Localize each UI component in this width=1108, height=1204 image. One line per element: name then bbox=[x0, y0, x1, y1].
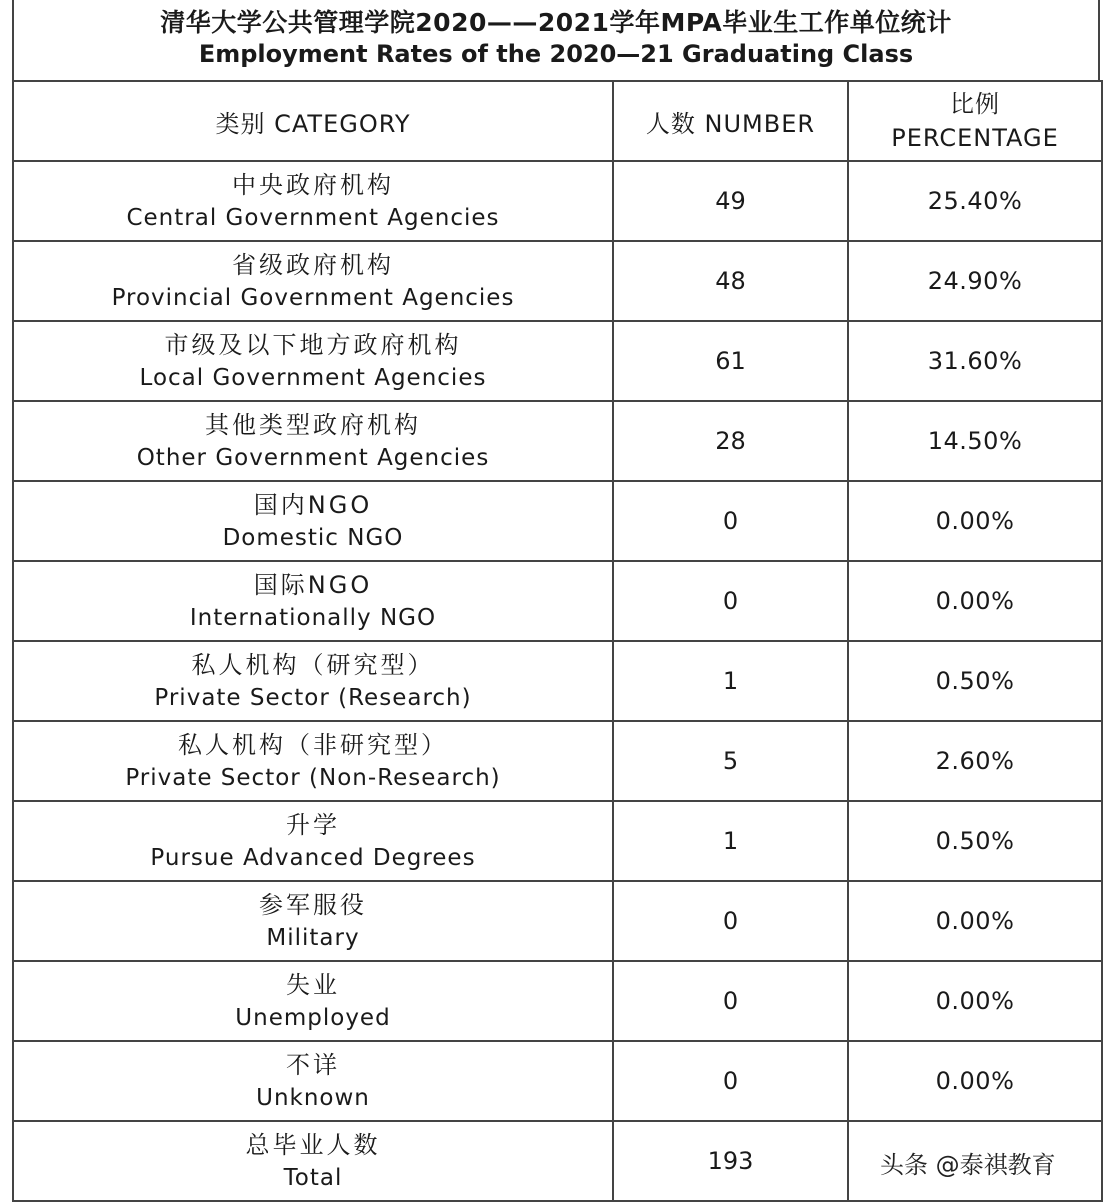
employment-table bbox=[12, 80, 1103, 1202]
number-value: 49 bbox=[715, 187, 746, 215]
percentage-cell bbox=[848, 481, 1102, 561]
table-header-block bbox=[12, 0, 1100, 80]
category-cn: 总毕业人数 bbox=[245, 1131, 381, 1159]
header-percentage-en: PERCENTAGE bbox=[891, 124, 1059, 152]
percentage-value: 0.00% bbox=[935, 587, 1015, 615]
category-cell bbox=[13, 1041, 613, 1121]
number-value: 48 bbox=[715, 267, 746, 295]
category-en: Military bbox=[266, 925, 360, 951]
category-cn: 国内NGO bbox=[253, 491, 373, 519]
watermark: 头条 @泰祺教育 bbox=[880, 1151, 1056, 1179]
percentage-cell bbox=[848, 321, 1102, 401]
number-value: 0 bbox=[722, 587, 739, 615]
category-cell bbox=[13, 641, 613, 721]
category-cn: 失业 bbox=[286, 971, 340, 999]
category-cn: 市级及以下地方政府机构 bbox=[164, 331, 462, 359]
category-en: Domestic NGO bbox=[222, 525, 404, 551]
number-cell bbox=[613, 1041, 848, 1121]
percentage-cell bbox=[848, 721, 1102, 801]
header-category-label: 类别 CATEGORY bbox=[215, 109, 411, 138]
number-cell bbox=[613, 881, 848, 961]
table-row bbox=[13, 321, 1102, 401]
category-en: Internationally NGO bbox=[189, 605, 437, 631]
number-value: 0 bbox=[722, 907, 739, 935]
category-en: Total bbox=[283, 1165, 343, 1191]
table-row bbox=[13, 961, 1102, 1041]
table-row bbox=[13, 241, 1102, 321]
percentage-cell bbox=[848, 161, 1102, 241]
number-value: 28 bbox=[715, 427, 746, 455]
number-value: 1 bbox=[722, 667, 739, 695]
category-cell bbox=[13, 481, 613, 561]
table-row bbox=[13, 641, 1102, 721]
table-row bbox=[13, 881, 1102, 961]
category-cn: 私人机构（研究型） bbox=[191, 651, 435, 679]
percentage-value: 0.00% bbox=[935, 907, 1015, 935]
percentage-value: 0.50% bbox=[935, 667, 1015, 695]
number-cell bbox=[613, 401, 848, 481]
category-en: Other Government Agencies bbox=[136, 445, 490, 471]
category-cn: 其他类型政府机构 bbox=[205, 411, 421, 439]
percentage-cell bbox=[848, 1041, 1102, 1121]
number-cell bbox=[613, 641, 848, 721]
title-english: Employment Rates of the 2020—21 Graduating Class bbox=[198, 40, 914, 68]
category-cell bbox=[13, 1121, 613, 1201]
number-cell bbox=[613, 961, 848, 1041]
category-cell bbox=[13, 241, 613, 321]
category-en: Pursue Advanced Degrees bbox=[150, 845, 476, 871]
number-value: 1 bbox=[722, 827, 739, 855]
category-en: Private Sector (Research) bbox=[154, 685, 472, 711]
percentage-value: 0.00% bbox=[935, 1067, 1015, 1095]
number-cell bbox=[613, 561, 848, 641]
category-cn: 升学 bbox=[286, 811, 340, 839]
category-cell bbox=[13, 881, 613, 961]
header-number-label: 人数 NUMBER bbox=[645, 109, 816, 138]
title-chinese: 清华大学公共管理学院2020——2021学年MPA毕业生工作单位统计 bbox=[160, 8, 952, 37]
percentage-value: 31.60% bbox=[927, 347, 1023, 375]
category-cell bbox=[13, 561, 613, 641]
percentage-cell bbox=[848, 961, 1102, 1041]
percentage-value: 0.50% bbox=[935, 827, 1015, 855]
number-cell bbox=[613, 241, 848, 321]
number-cell bbox=[613, 1121, 848, 1201]
table-row bbox=[13, 1041, 1102, 1121]
category-cn: 参军服役 bbox=[259, 891, 367, 919]
category-en: Private Sector (Non-Research) bbox=[125, 765, 501, 791]
category-en: Central Government Agencies bbox=[126, 205, 500, 231]
percentage-value: 24.90% bbox=[927, 267, 1023, 295]
number-value: 0 bbox=[722, 1067, 739, 1095]
header-percentage-cn: 比例 bbox=[950, 90, 1000, 118]
category-en: Local Government Agencies bbox=[139, 365, 487, 391]
category-en: Unemployed bbox=[235, 1005, 391, 1031]
category-cell bbox=[13, 161, 613, 241]
category-en: Provincial Government Agencies bbox=[111, 285, 515, 311]
percentage-cell bbox=[848, 561, 1102, 641]
header-category bbox=[13, 81, 613, 161]
header-percentage bbox=[848, 81, 1102, 161]
percentage-cell bbox=[848, 641, 1102, 721]
percentage-cell bbox=[848, 881, 1102, 961]
header-row bbox=[13, 81, 1102, 161]
number-value: 193 bbox=[707, 1147, 754, 1175]
percentage-value: 0.00% bbox=[935, 507, 1015, 535]
number-cell bbox=[613, 481, 848, 561]
table-row bbox=[13, 721, 1102, 801]
percentage-cell bbox=[848, 801, 1102, 881]
percentage-cell bbox=[848, 401, 1102, 481]
table-row bbox=[13, 561, 1102, 641]
number-value: 0 bbox=[722, 507, 739, 535]
category-cell bbox=[13, 401, 613, 481]
number-value: 5 bbox=[722, 747, 739, 775]
number-cell bbox=[613, 801, 848, 881]
percentage-cell bbox=[848, 241, 1102, 321]
percentage-value: 2.60% bbox=[935, 747, 1015, 775]
number-cell bbox=[613, 321, 848, 401]
category-cn: 私人机构（非研究型） bbox=[178, 731, 448, 759]
number-cell bbox=[613, 161, 848, 241]
percentage-value: 0.00% bbox=[935, 987, 1015, 1015]
table-row bbox=[13, 161, 1102, 241]
category-en: Unknown bbox=[256, 1085, 370, 1111]
category-cell bbox=[13, 801, 613, 881]
header-number bbox=[613, 81, 848, 161]
category-cn: 不详 bbox=[286, 1051, 340, 1079]
number-value: 61 bbox=[715, 347, 746, 375]
percentage-value: 14.50% bbox=[927, 427, 1023, 455]
category-cell bbox=[13, 721, 613, 801]
table-row bbox=[13, 801, 1102, 881]
number-cell bbox=[613, 721, 848, 801]
category-cn: 中央政府机构 bbox=[232, 171, 394, 199]
number-value: 0 bbox=[722, 987, 739, 1015]
category-cn: 省级政府机构 bbox=[232, 251, 394, 279]
table-row bbox=[13, 481, 1102, 561]
table-row bbox=[13, 401, 1102, 481]
category-cell bbox=[13, 321, 613, 401]
category-cn: 国际NGO bbox=[253, 571, 373, 599]
category-cell bbox=[13, 961, 613, 1041]
percentage-value: 25.40% bbox=[927, 187, 1023, 215]
